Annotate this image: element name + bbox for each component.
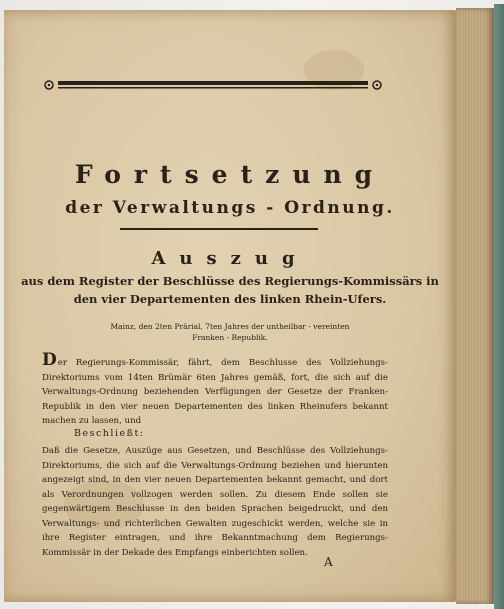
decree-paragraph: Daß die Gesetze, Auszüge aus Gesetzen, und Beschlüsse des Vollziehungs-Direktoriums, die sich auf die Verwaltungs-Ordnung beziehen und hierunten angezeigt sind, in den vier neuen Departementen bekannt gemacht, und dort als Verordnungen vollzogen werden sollen. Zu diesem Ende sollen sie gegenwärtigem Beschlusse in den beiden Sprachen beigedruckt, und den Verwaltungs- und richterlichen Gewalten zugeschickt werden, welche sie in ihre Register eintragen, und ihre Bekanntmachung dem Regierungs-Kommissär in der Dekade des Empfangs einberichten sollen. bbox=[42, 446, 388, 558]
decree-heading: Beschließt: bbox=[74, 428, 145, 439]
heading-line-1: Fortsetzung bbox=[74, 160, 386, 189]
place-date-line-2: Franken - Republik. bbox=[192, 333, 268, 342]
drop-cap: D bbox=[42, 350, 57, 370]
heading-rule bbox=[120, 228, 318, 230]
section-title: Auszug bbox=[151, 248, 309, 269]
preamble-text: er Regierungs-Kommissär, fährt, dem Beschlusse des Vollziehungs-Direktoriums vom 14ten Brümär 6ten Jahres gemäß, fort, die sich auf die Verwaltungs-Ordnung beziehenden Verfügungen der Gesetze der Franken-Republik in den vier neuen Departementen des linken Rheinufers bekannt machen zu lassen, und bbox=[42, 358, 388, 426]
signature-mark: A bbox=[324, 555, 333, 569]
book-page bbox=[4, 10, 456, 602]
section-subtitle-1: aus dem Register der Beschlüsse des Regierungs-Kommissärs in bbox=[21, 274, 439, 288]
header-ornament bbox=[40, 76, 386, 94]
section-subtitle-2: den vier Departementen des linken Rhein-Ufers. bbox=[73, 292, 387, 306]
page-edges bbox=[456, 8, 494, 604]
place-date-line-1: Mainz, den 2ten Prärial, 7ten Jahres der untheilbar - vereinten bbox=[110, 322, 350, 331]
heading-line-2: der Verwaltungs - Ordnung. bbox=[65, 198, 395, 218]
preamble-paragraph bbox=[42, 350, 388, 429]
book-cover-edge bbox=[494, 4, 504, 609]
